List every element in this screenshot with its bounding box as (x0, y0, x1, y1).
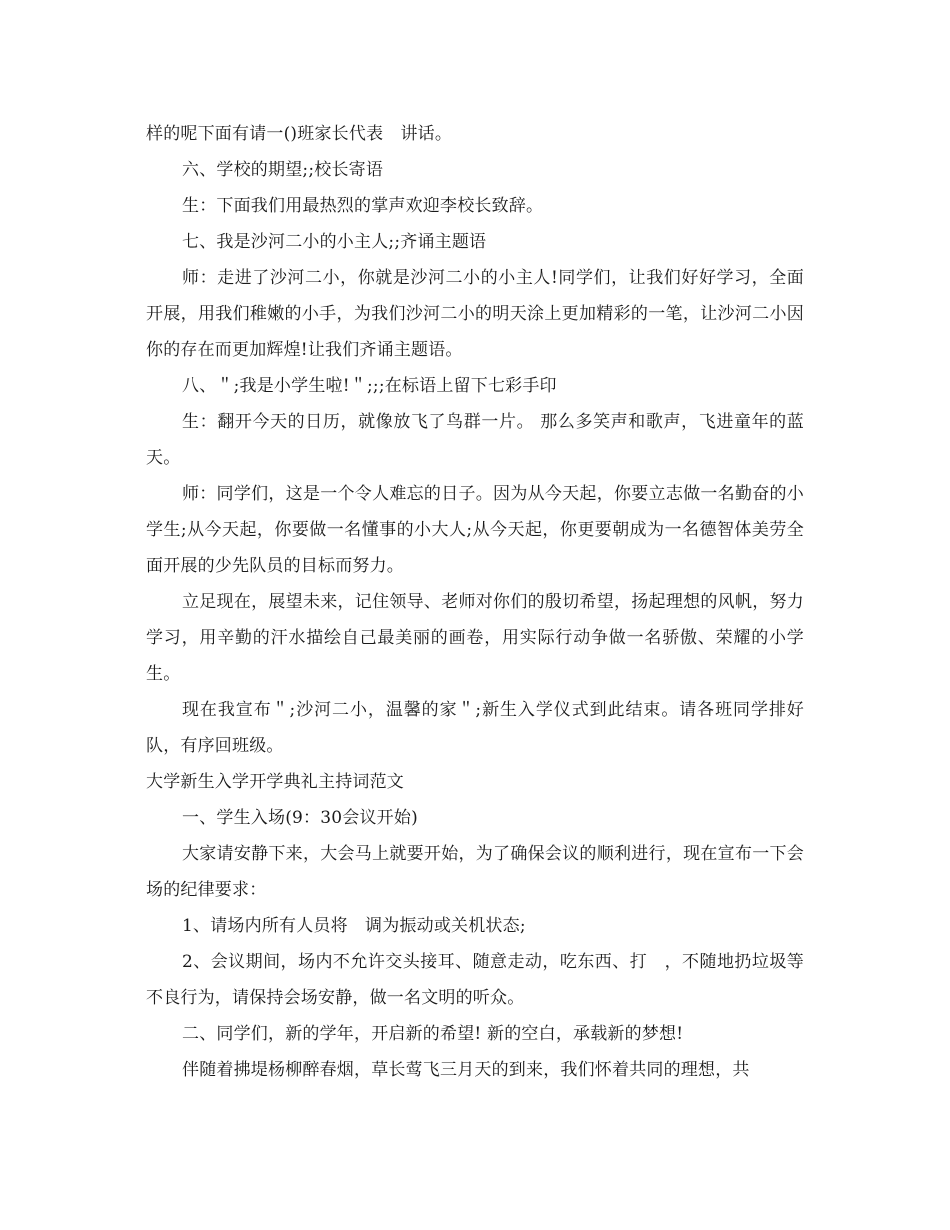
paragraph-7: 生：翻开今天的日历，就像放飞了鸟群一片。 那么多笑声和歌声，飞进童年的蓝天。 (146, 412, 804, 468)
paragraph-12: 一、学生入场(9：30会议开始) (182, 808, 418, 828)
paragraph-6: 八、＂;我是小学生啦!＂;;;在标语上留下七彩手印 (182, 376, 557, 396)
paragraph-4: 七、我是沙河二小的小主人;;齐诵主题语 (182, 232, 487, 252)
paragraph-5: 师：走进了沙河二小，你就是沙河二小的小主人!同学们，让我们好好学习，全面开展，用我们稚嫩的小手，为我们沙河二小的明天涂上更加精彩的一笔，让沙河二小因你的存在而更加辉煌!让我们齐诵主题语。 (146, 268, 804, 360)
section-heading: 大学新生入学开学典礼主持词范文 (146, 772, 404, 792)
paragraph-10: 现在我宣布＂;沙河二小，温馨的家＂;新生入学仪式到此结束。请各班同学排好队，有序回班级。 (146, 700, 804, 756)
paragraph-14: 1、请场内所有人员将 调为振动或关机状态; (182, 916, 526, 936)
paragraph-3: 生：下面我们用最热烈的掌声欢迎李校长致辞。 (182, 196, 544, 216)
paragraph-1: 样的呢下面有请一()班家长代表 讲话。 (146, 124, 453, 144)
paragraph-2: 六、学校的期望;;校长寄语 (182, 160, 384, 180)
document-body (146, 116, 804, 1088)
paragraph-9: 立足现在，展望未来，记住领导、老师对你们的殷切希望，扬起理想的风帆，努力学习，用辛勤的汗水描绘自己最美丽的画卷，用实际行动争做一名骄傲、荣耀的小学生。 (146, 592, 804, 684)
paragraph-16: 二、同学们，新的学年，开启新的希望! 新的空白，承载新的梦想! (182, 1024, 684, 1044)
paragraph-13: 大家请安静下来，大会马上就要开始，为了确保会议的顺利进行，现在宣布一下会场的纪律要求： (146, 844, 804, 900)
paragraph-8: 师：同学们，这是一个令人难忘的日子。因为从今天起，你要立志做一名勤奋的小学生;从今天起，你要做一名懂事的小大人;从今天起，你更要朝成为一名德智体美劳全面开展的少先队员的目标而努力。 (146, 484, 804, 576)
paragraph-15: 2、会议期间，场内不允许交头接耳、随意走动，吃东西、打 ，不随地扔垃圾等不良行为，请保持会场安静，做一名文明的听众。 (146, 952, 804, 1008)
paragraph-17: 伴随着拂堤杨柳醉春烟，草长莺飞三月天的到来，我们怀着共同的理想，共 (182, 1060, 750, 1080)
